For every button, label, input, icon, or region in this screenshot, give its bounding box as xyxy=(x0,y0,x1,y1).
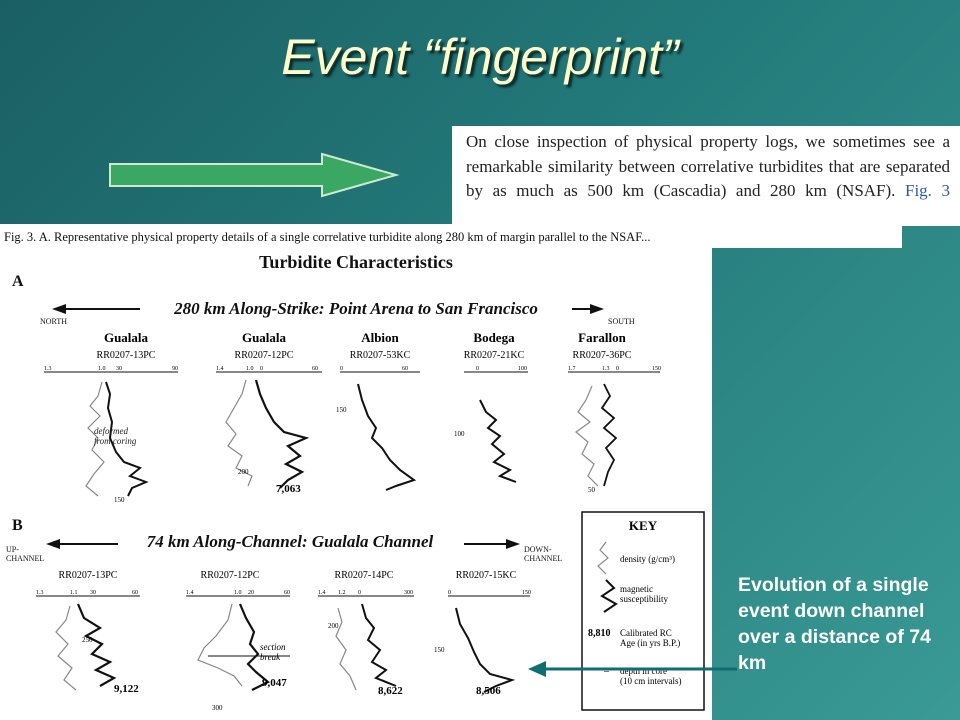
core-site: Bodega xyxy=(473,330,515,345)
figure-title: Turbidite Characteristics xyxy=(259,252,453,272)
figure-caption: Fig. 3. A. Representative physical property details of a single correlative turbidite along 280 km of margin parallel to the NSAF... xyxy=(4,230,651,244)
core-a4 xyxy=(568,330,661,494)
core-a1 xyxy=(216,330,322,495)
key-density: density (g/cm³) xyxy=(620,554,675,564)
core-b3 xyxy=(434,570,531,697)
core-site: Gualala xyxy=(241,330,287,345)
core-scale: 1.7 xyxy=(568,366,576,372)
core-scale: 1.1 xyxy=(70,590,78,596)
core-scale: 150 xyxy=(522,590,531,596)
core-scale: 60 xyxy=(284,590,290,596)
core-depth-mark: 150 xyxy=(336,406,347,414)
core-depth-mark: 150 xyxy=(114,496,125,504)
panel-a-arrow-right-icon xyxy=(590,304,604,314)
core-scale: 1.0 xyxy=(234,590,242,596)
core-site: Gualala xyxy=(103,330,149,345)
core-depth-mark: 300 xyxy=(212,704,223,712)
core-scale: 0 xyxy=(616,366,619,372)
core-scale: 60 xyxy=(402,366,408,372)
core-age: 9,122 xyxy=(114,683,139,695)
core-scale: 60 xyxy=(312,366,318,372)
panel-b-arrow-left-icon xyxy=(46,539,60,549)
core-depth-mark: 150 xyxy=(434,646,445,654)
core-note: section break xyxy=(260,642,286,662)
susceptibility-log xyxy=(78,604,114,686)
panel-a-heading: 280 km Along-Strike: Point Arena to San Francisco xyxy=(174,299,538,318)
panel-b-heading: 74 km Along-Channel: Gualala Channel xyxy=(146,532,434,551)
core-depth-mark: 200 xyxy=(238,468,249,476)
core-scale: 20 xyxy=(248,590,254,596)
core-scale: 0 xyxy=(448,590,451,596)
core-scale: 1.4 xyxy=(318,590,326,596)
core-scale: 300 xyxy=(404,590,413,596)
core-scale: 0 xyxy=(358,590,361,596)
core-b2 xyxy=(318,570,414,697)
core-depth-mark: 200 xyxy=(328,622,339,630)
core-age: 8,506 xyxy=(476,685,501,697)
quote-text: On close inspection of physical property logs, we sometimes see a remarkable similarity between correlative turbidites that are separated by as much as 500 km (Cascadia) and 280 km (NSAF). xyxy=(466,132,950,200)
core-id: RR0207-14PC xyxy=(334,570,394,581)
core-depth-mark: 50 xyxy=(588,486,595,494)
density-log xyxy=(336,608,356,690)
core-id: RR0207-13PC xyxy=(96,350,156,361)
key-depth-tick-icon: – xyxy=(604,666,609,677)
core-scale: 60 xyxy=(132,590,138,596)
panel-a-cores xyxy=(44,330,661,504)
core-id: RR0207-36PC xyxy=(572,350,632,361)
core-b0 xyxy=(36,570,140,695)
core-age: 8,622 xyxy=(378,685,403,697)
core-scale: 1.3 xyxy=(602,366,610,372)
density-log xyxy=(198,604,242,686)
core-a2 xyxy=(336,330,420,490)
side-note: Evolution of a single event down channel over a distance of 74 km xyxy=(738,574,931,674)
density-log xyxy=(576,386,598,486)
core-scale: 100 xyxy=(518,366,527,372)
core-scale: 30 xyxy=(90,590,96,596)
core-scale: 1.0 xyxy=(98,366,106,372)
quote-box xyxy=(452,126,960,226)
core-depth-mark: 100 xyxy=(454,430,465,438)
key-age-value: 8,810 xyxy=(588,628,611,639)
core-id: RR0207-15KC xyxy=(455,570,517,581)
susceptibility-log xyxy=(480,400,516,482)
quote-figure-link[interactable]: Fig. 3 xyxy=(905,181,950,200)
core-scale: 90 xyxy=(172,366,178,372)
core-scale: 0 xyxy=(476,366,479,372)
susceptibility-log xyxy=(358,384,414,490)
key-depth-label: depth in core (10 cm intervals) xyxy=(620,666,682,686)
core-age: 9,047 xyxy=(262,677,287,689)
susceptibility-log xyxy=(602,384,616,486)
susceptibility-log xyxy=(362,604,396,686)
key-magnetic: magnetic susceptibility xyxy=(620,584,668,604)
core-a3 xyxy=(454,330,528,482)
core-scale: 1.3 xyxy=(36,590,44,596)
core-site: Farallon xyxy=(578,330,626,345)
panel-a-arrow-left-icon xyxy=(52,304,66,314)
panel-b-arrow-right-icon xyxy=(506,539,520,549)
core-age: 7,063 xyxy=(276,483,301,495)
core-scale: 150 xyxy=(652,366,661,372)
panel-b-right-end: DOWN-CHANNEL xyxy=(524,545,563,563)
core-id: RR0207-21KC xyxy=(463,350,525,361)
panel-a-left-end: NORTH xyxy=(40,317,68,326)
turbidite-figure xyxy=(0,224,712,720)
key-title: KEY xyxy=(628,518,658,533)
core-scale: 1.0 xyxy=(246,366,254,372)
panel-b-letter: B xyxy=(12,517,23,534)
susceptibility-log xyxy=(456,608,512,692)
core-site: Albion xyxy=(361,330,399,345)
core-a0 xyxy=(44,330,178,504)
panel-b-left-end: UP-CHANNEL xyxy=(6,545,45,563)
panel-a-right-end: SOUTH xyxy=(608,317,635,326)
quote-paragraph xyxy=(452,126,960,204)
core-scale: 1.4 xyxy=(186,590,194,596)
core-scale: 1.2 xyxy=(338,590,346,596)
susceptibility-log xyxy=(256,380,306,488)
key-box xyxy=(582,512,704,710)
core-id: RR0207-12PC xyxy=(234,350,294,361)
core-scale: 0 xyxy=(260,366,263,372)
core-scale: 30 xyxy=(116,366,122,372)
core-b1 xyxy=(186,570,290,712)
slide-title: Event “fingerprint” xyxy=(281,29,679,85)
core-id: RR0207-12PC xyxy=(200,570,260,581)
core-scale: 1.3 xyxy=(44,366,52,372)
core-scale: 0 xyxy=(340,366,343,372)
core-note: deformed from coring xyxy=(94,426,137,446)
panel-b-cores xyxy=(36,570,531,712)
core-depth-mark: 250 xyxy=(82,636,93,644)
core-id: RR0207-53KC xyxy=(349,350,411,361)
density-log xyxy=(56,606,76,690)
panel-a-letter: A xyxy=(12,273,24,290)
key-age-label: Calibrated RC Age (in yrs B.P.) xyxy=(620,628,681,648)
core-scale: 1.4 xyxy=(216,366,224,372)
core-id: RR0207-13PC xyxy=(58,570,118,581)
